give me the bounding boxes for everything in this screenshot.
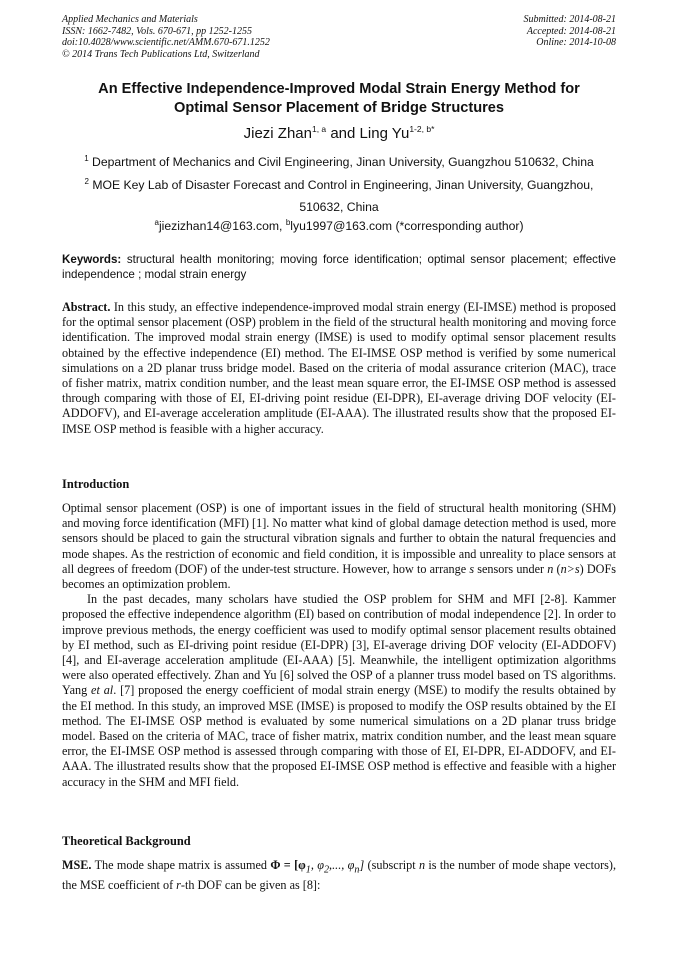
intro-p1-text-a: Optimal sensor placement (OSP) is one of important issues in the field of structural health monitoring (SHM) and moving force identification (MFI) [1]. No matter what kind of global damage detection method is used, more sensors should be placed to gain the structural vibration signals and further to obtain the natural frequencies and mode shapes. As the restriction of economic and field condition, it is impossible and unreality to place sensors at all degrees of freedom (DOF) of the under-test structure. However, how to arrange [62, 501, 616, 576]
author-1-affiliation: 1, a [311, 124, 327, 134]
keywords-text: structural health monitoring; moving force identification; optimal sensor placement; effective independence ; modal strain energy [62, 253, 616, 281]
intro-p2-text-a: In the past decades, many scholars have studied the OSP problem for SHM and MFI [2-8]. Kammer proposed the effective independence algorithm (EI) based on contribution of modal independence [2]. In order to improve previous methods, the energy coefficient was used to modify optimal sensor placement results obtained by EI method, such as EI-driving point residue (EI-DPR) [3], EI-average driving DOF velocity (EI-ADDOFV) [4], and EI-average acceleration amplitude (EI-AAA) [5]. Meanwhile, the intelligent optimization algorithms were also operated effectively. Zhan and Yu [6] solved the OSP of a planner truss model based on TS algorithms. Yang [62, 592, 616, 698]
intro-p2-etal: et al [91, 683, 114, 698]
affiliation-2-text-line-1: MOE Key Lab of Disaster Forecast and Control in Engineering, Jinan University, Guangzhou, [88, 178, 594, 192]
intro-p1-var-ns: n>s [560, 561, 580, 576]
phi-sub-2: 2 [323, 864, 330, 876]
phi-eq-comma: , φ [310, 858, 324, 872]
intro-p1-var-s: s [469, 561, 475, 576]
theory-heading: Theoretical Background [62, 834, 191, 848]
keywords-label: Keywords: [62, 253, 122, 266]
doi-line: doi:10.4028/www.scientific.net/AMM.670-671.1252 [62, 37, 270, 48]
online-date: Online: 2014-10-08 [536, 37, 616, 48]
email-a: jiezizhan14@163.com, [158, 219, 286, 233]
mse-text-1: The mode shape matrix is assumed [91, 858, 271, 872]
abstract-text: In this study, an effective independence-improved modal strain energy (EI-IMSE) method is proposed for the optimal sensor placement (OSP) problem in the field of the structural health monitoring and moving force identification. The improved modal strain energy (IMSE) is used to modify optimal sensor placement results obtained by the effective independence (EI) method. The EI-IMSE OSP method is verified by some numerical simulations on a 2D planar truss bridge model. Based on the criteria of modal assurance criterion (MAC), trace of fisher matrix, matrix condition number, and the least mean square error, the EI-IMSE OSP method is assessed through comparing with those of EI, EI-driving point residue (EI-DPR), EI-average driving DOF velocity (EI-ADDOFV), and EI-average acceleration amplitude (EI-AAA). The illustrated results show that the proposed EI-IMSE OSP method is feasible with a higher accuracy. [62, 300, 616, 436]
mse-var-n: n [418, 858, 426, 872]
intro-p1-text-d: ) DOFs becomes an optimization problem. [62, 561, 616, 592]
journal-header-right [524, 14, 617, 49]
mse-text-4: -th DOF can be given as [8]: [180, 877, 321, 892]
accepted-date: Accepted: 2014-08-21 [526, 25, 616, 37]
intro-paragraph-1 [62, 501, 616, 592]
issn-line: ISSN: 1662-7482, Vols. 670-671, pp 1252-1255 [62, 25, 252, 37]
submitted-date: Submitted: 2014-08-21 [523, 14, 616, 25]
email-b-marker: b [285, 217, 291, 227]
theory-body [62, 858, 616, 893]
mse-text-2: (subscript [364, 858, 419, 872]
abstract-block [62, 300, 616, 437]
affiliation-1-number: 1 [84, 153, 89, 163]
introduction-body [62, 501, 616, 790]
author-list [40, 125, 638, 142]
journal-header-left [62, 14, 270, 60]
intro-paragraph-2 [62, 592, 616, 790]
phi-eq-dots: ,..., φ [329, 858, 355, 872]
phi-eq-start: Φ = [φ [270, 858, 306, 872]
mse-paragraph [62, 858, 616, 893]
introduction-heading: Introduction [62, 477, 130, 491]
keywords-block [62, 253, 616, 282]
author-conjunction: and [326, 125, 360, 142]
journal-name: Applied Mechanics and Materials [62, 14, 198, 25]
phi-eq-close: ] [359, 858, 365, 872]
abstract-label: Abstract. [62, 300, 111, 314]
copyright-line: © 2014 Trans Tech Publications Ltd, Switzerland [62, 48, 260, 60]
affiliation-1 [62, 153, 616, 172]
author-2-name: Ling Yu [359, 125, 410, 142]
paper-title [40, 80, 638, 118]
author-1-name: Jiezi Zhan [243, 125, 312, 142]
title-line-1: An Effective Independence-Improved Modal Strain Energy Method for [98, 81, 580, 97]
intro-p1-var-n: n [547, 561, 554, 576]
intro-p2-text-b: . [7] proposed the energy coefficient of modal strain energy (MSE) to modify the results obtained by the EI method. In this study, an improved MSE (IMSE) is proposed to modify the OSP results obtained by the EI method. The EI-IMSE OSP method is evaluated by some numerical simulations on a 2D planar truss bridge model. Based on the criteria of MAC, trace of fisher matrix, matrix condition number, and the least mean square error, the EI-IMSE OSP method is assessed through comparing with those of EI, EI-DPR, EI-ADDOFV, and EI-AAA. The illustrated results show that the proposed EI-IMSE OSP method is effective and feasible with a higher accuracy in the SHM and MFI field. [62, 683, 616, 789]
mse-text-3: is the number of mode shape vectors), the MSE coefficient of [62, 858, 616, 892]
phi-sub-1: 1 [305, 864, 311, 876]
affiliation-1-text: Department of Mechanics and Civil Engineering, Jinan University, Guangzhou 510632, China [88, 155, 594, 169]
mode-shape-equation [270, 858, 365, 876]
affiliation-2 [62, 176, 616, 217]
phi-sub-n: n [354, 864, 360, 876]
author-2-affiliation: 1-2, b* [409, 124, 435, 134]
title-line-2: Optimal Sensor Placement of Bridge Structures [173, 100, 505, 116]
email-b: lyu1997@163.com (*corresponding author) [290, 219, 524, 233]
affiliation-2-text-line-2: 510632, China [299, 200, 379, 214]
intro-p1-text-c: ( [553, 561, 561, 576]
email-a-marker: a [154, 217, 159, 227]
affiliation-2-number: 2 [84, 176, 89, 186]
mse-label: MSE. [62, 858, 92, 872]
mse-var-r: r [176, 877, 181, 892]
author-emails [62, 219, 616, 233]
intro-p1-text-b: sensors under [474, 561, 548, 576]
